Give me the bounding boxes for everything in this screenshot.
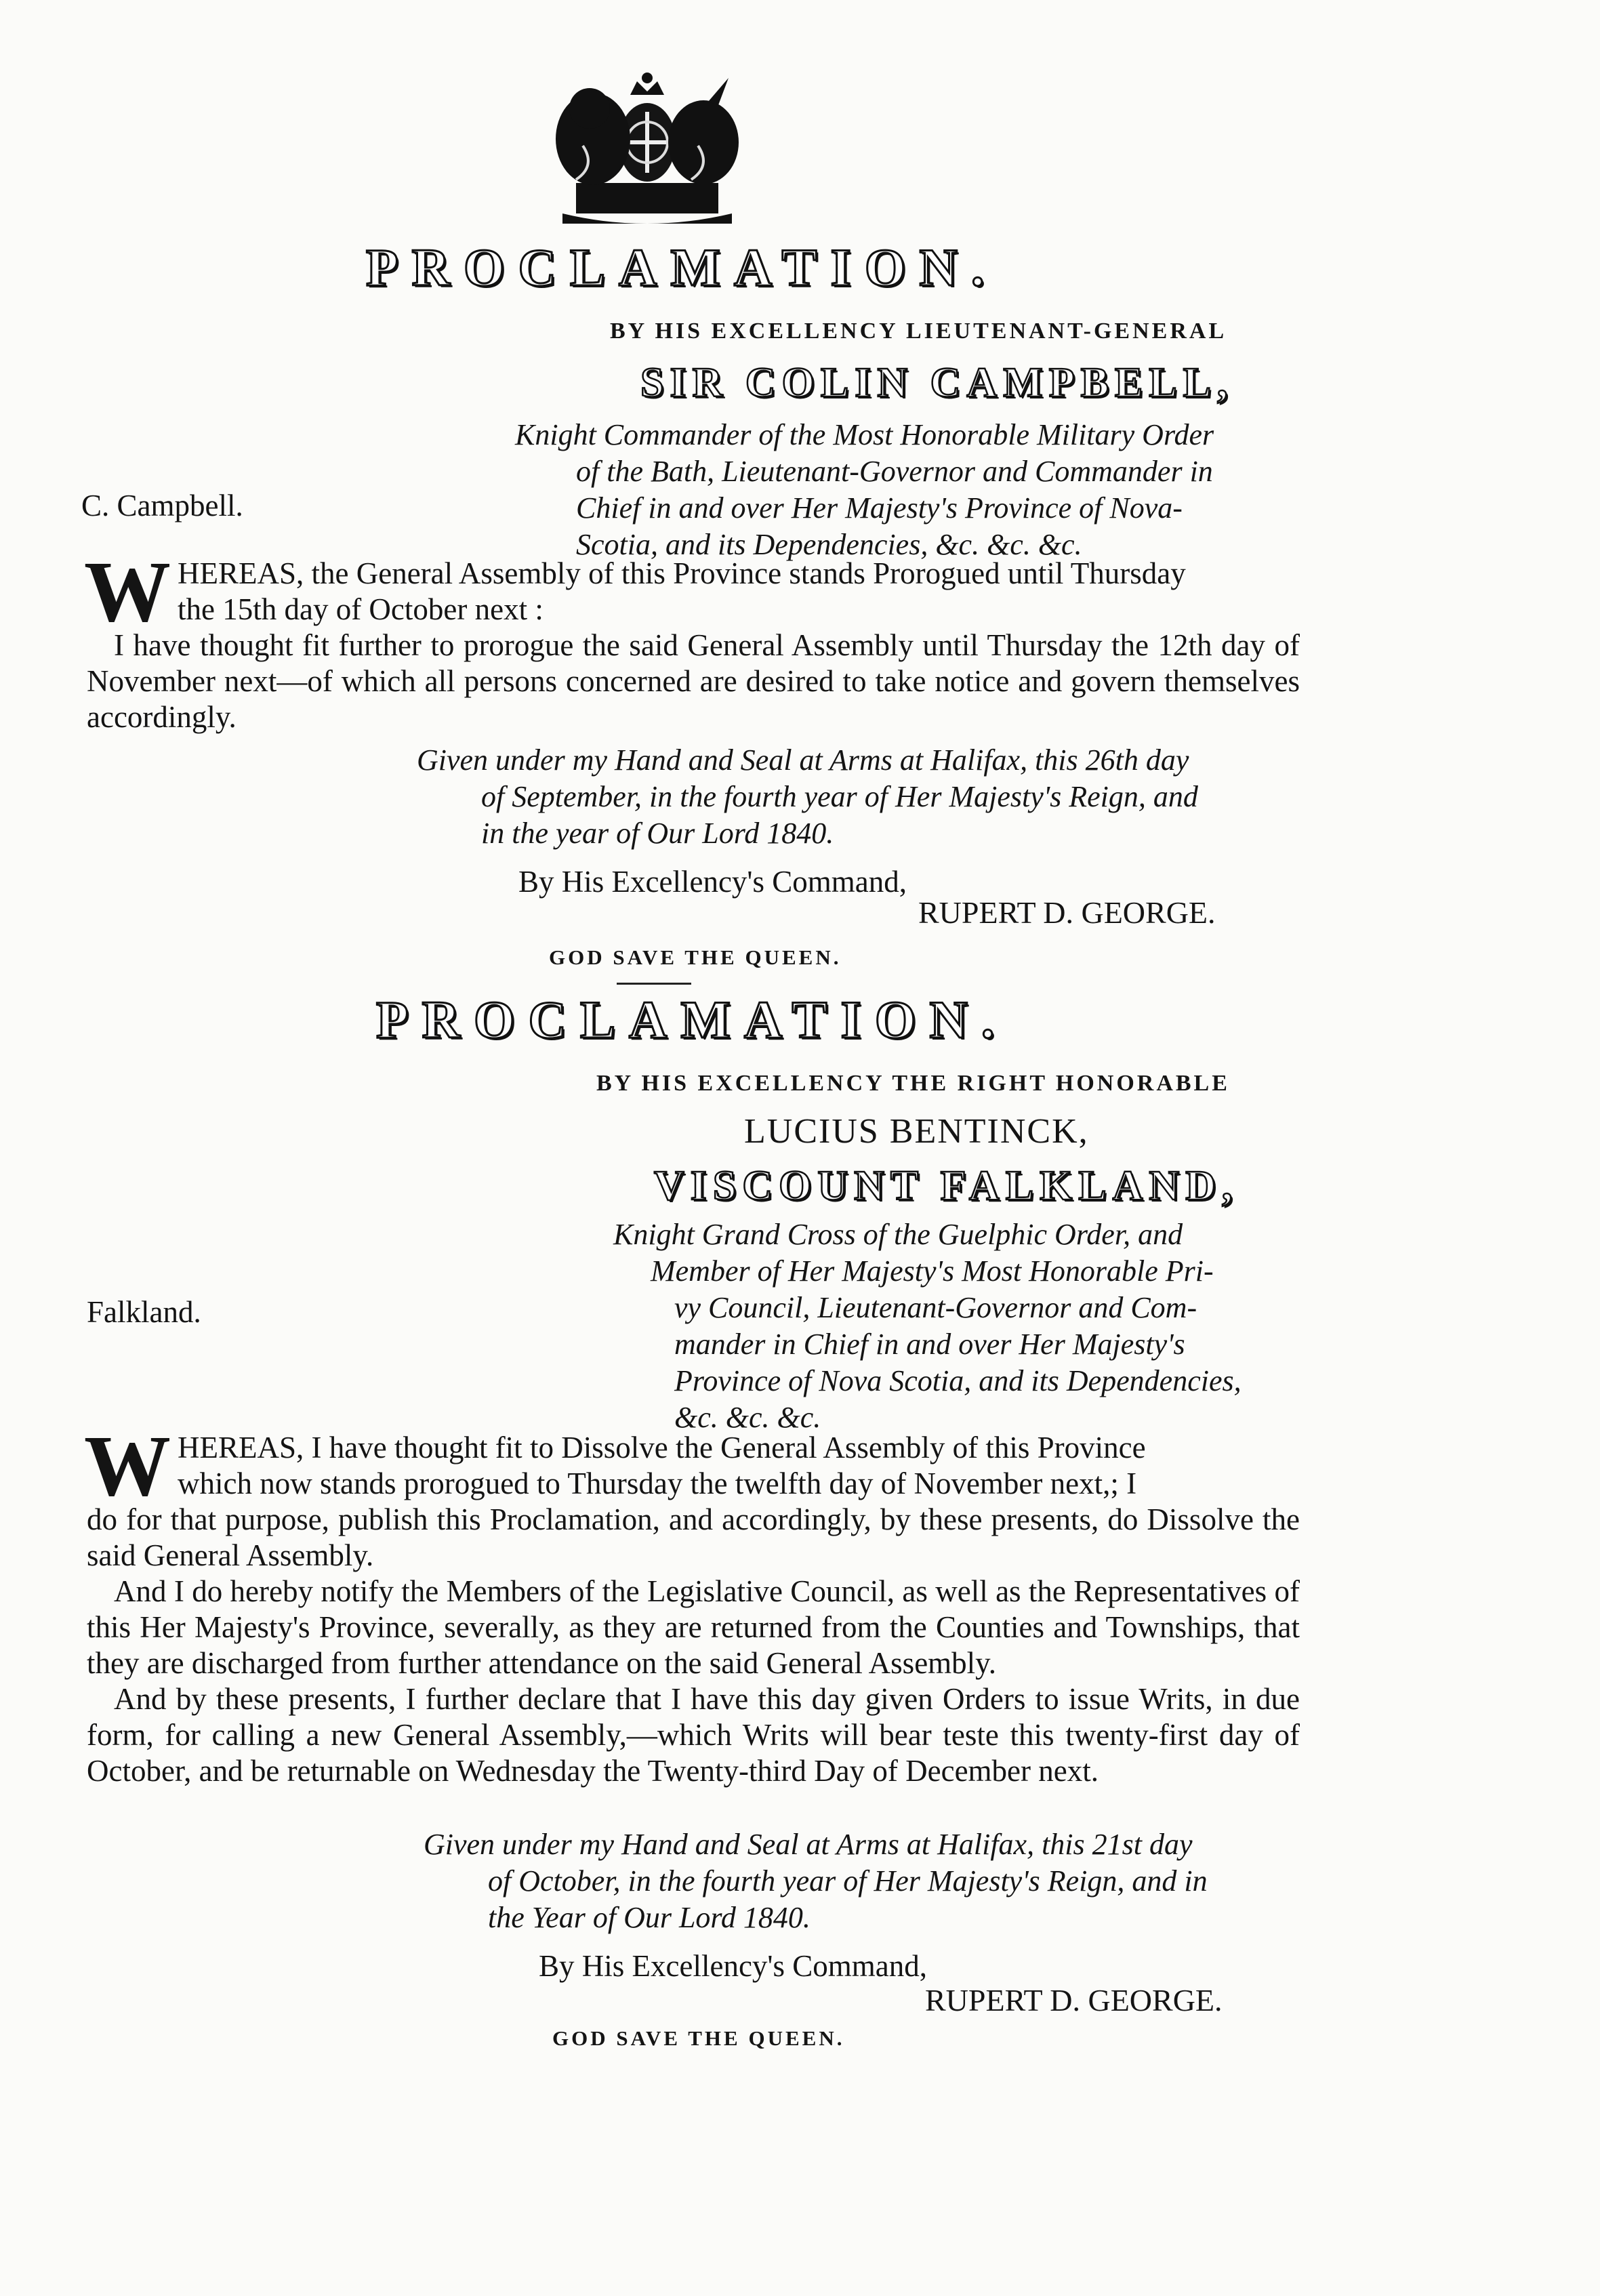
title-line: Chief in and over Her Majesty's Province of Nova- [576,491,1183,525]
proclamation-1-secretary: RUPERT D. GEORGE. [918,895,1216,930]
dropcap: W [84,544,171,640]
title-line: of the Bath, Lieutenant-Governor and Commander in [576,455,1213,488]
given-line: of October, in the fourth year of Her Majesty's Reign, and in [488,1864,1208,1898]
proclamation-2-closing: GOD SAVE THE QUEEN. [552,2026,845,2050]
royal-coat-of-arms-icon [535,64,759,227]
title-line: mander in Chief in and over Her Majesty's [674,1328,1185,1361]
paragraph: do for that purpose, publish this Proclamation, and accordingly, by these presents, do Dissolve the said General Assembly. [87,1502,1300,1572]
paragraph: And I do hereby notify the Members of the Legislative Council, as well as the Representatives of this Her Majesty's Province, severally, as they are returned from the Counties and Townships, that they are discharged from further attendance on the said General Assembly. [87,1574,1300,1680]
title-line: Member of Her Majesty's Most Honorable Pri- [651,1254,1214,1288]
given-line: in the year of Our Lord 1840. [481,817,834,850]
title-line: &c. &c. &c. [674,1401,821,1434]
proclamation-2-heading: PROCLAMATION. [376,990,1008,1049]
title-line: Scotia, and its Dependencies, &c. &c. &c. [576,528,1082,561]
given-line: the Year of Our Lord 1840. [488,1901,811,1934]
whereas-line: HEREAS, the General Assembly of this Province stands Prorogued until Thursday [178,556,1186,590]
title-line: Knight Commander of the Most Honorable Military Order [515,418,1214,451]
whereas-line: HEREAS, I have thought fit to Dissolve the General Assembly of this Province [178,1431,1146,1464]
proclamation-1-titles [515,417,1315,563]
proclamation-2-given [424,1826,1315,1936]
proclamation-1-byline: BY HIS EXCELLENCY LIEUTENANT-GENERAL [610,319,1227,344]
given-line: Given under my Hand and Seal at Arms at Halifax, this 21st day [424,1828,1193,1861]
paragraph: I have thought fit further to prorogue the said General Assembly until Thursday the 12th day of November next—of which all persons concerned are desired to take notice and govern themselves accordingly. [87,628,1300,734]
proclamation-2-signature: Falkland. [87,1295,201,1329]
paragraph: And by these presents, I further declare that I have this day given Orders to issue Writs, in due form, for calling a new General Assembly,—which Writs will bear teste this twenty-first day of October, and be returnable on Wednesday the Twenty-third Day of December next. [87,1682,1300,1788]
given-line: Given under my Hand and Seal at Arms at Halifax, this 26th day [417,743,1189,777]
given-line: of September, in the fourth year of Her Majesty's Reign, and [481,780,1198,813]
proclamation-2-secretary: RUPERT D. GEORGE. [925,1983,1223,2017]
whereas-line: which now stands prorogued to Thursday the twelfth day of November next,; I [178,1467,1137,1500]
proclamation-1-closing: GOD SAVE THE QUEEN. [549,945,842,969]
title-line: vy Council, Lieutenant-Governor and Com- [674,1291,1197,1324]
proclamation-2-governor-name: LUCIUS BENTINCK, [744,1112,1089,1151]
title-line: Province of Nova Scotia, and its Dependencies, [674,1364,1242,1397]
proclamation-1-command: By His Excellency's Command, [518,865,907,899]
title-line: Knight Grand Cross of the Guelphic Order, and [613,1218,1183,1251]
proclamation-1-signature: C. Campbell. [81,489,243,522]
proclamation-2-command: By His Excellency's Command, [539,1949,928,1983]
divider [617,983,691,985]
proclamation-1-given [417,742,1311,852]
proclamation-1-heading: PROCLAMATION. [366,238,998,297]
dropcap: W [84,1418,171,1514]
proclamation-2-governor-title: VISCOUNT FALKLAND, [654,1163,1239,1209]
proclamation-2-byline: BY HIS EXCELLENCY THE RIGHT HONORABLE [596,1071,1230,1096]
proclamation-2-body [84,1418,1300,1789]
proclamation-1-governor-name: SIR COLIN CAMPBELL, [640,360,1234,406]
whereas-line: the 15th day of October next : [178,592,543,626]
proclamation-2-titles [613,1216,1318,1436]
